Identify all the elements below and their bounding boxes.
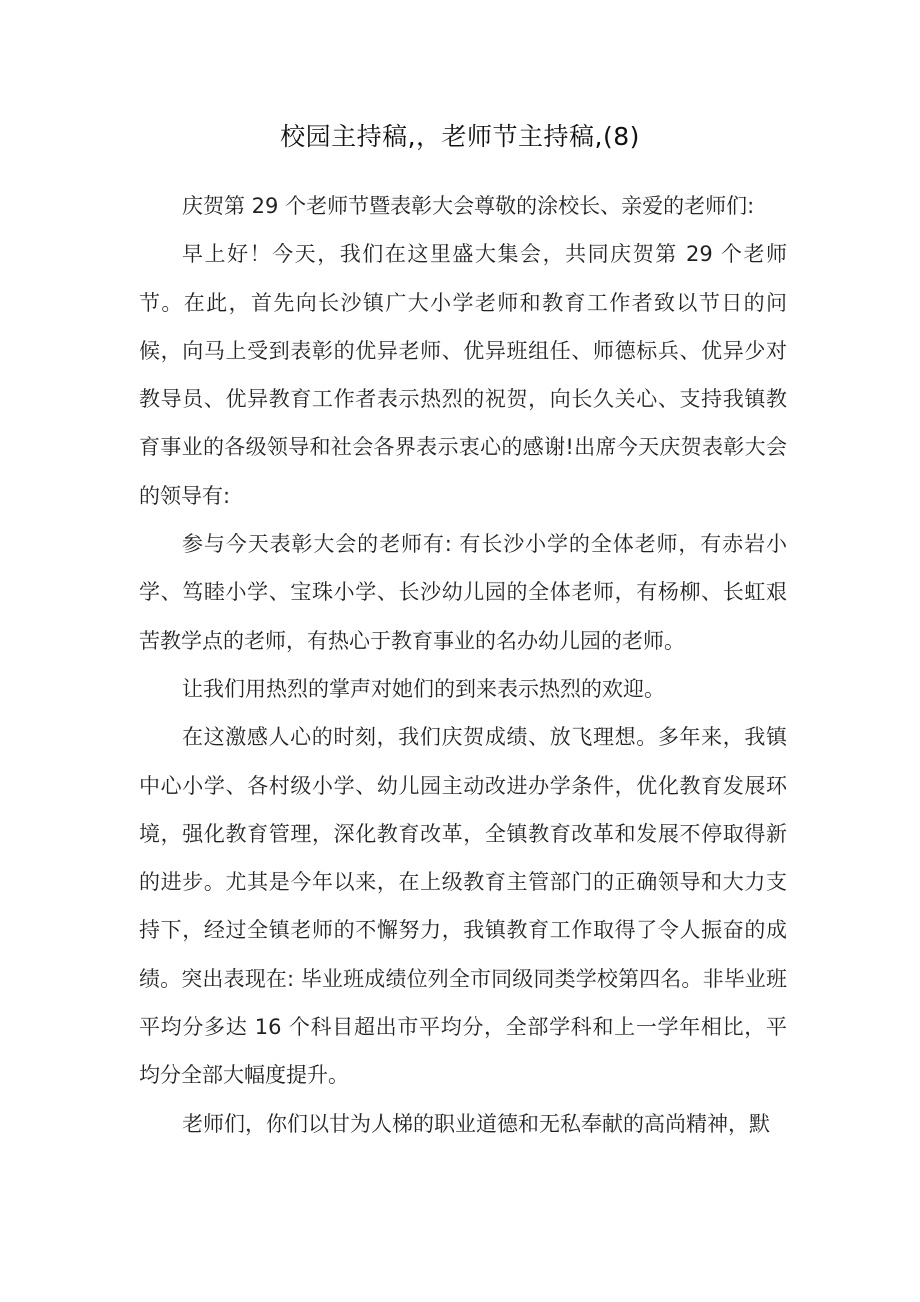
paragraph-opening: 早上好！今天，我们在这里盛大集会，共同庆贺第 29 个老师节。在此，首先向长沙镇广大小学老师和教育工作者致以节日的问候，向马上受到表彰的优异老师、优异班组任、师德标兵、优异少对教导员、优异教育工作者表示热烈的祝贺，向长久关心、支持我镇教育事业的各级领导和社会各界表示衷心的感谢!出席今天庆贺表彰大会的领导有: <box>139 242 787 508</box>
document-body <box>139 182 787 1148</box>
paragraph-greeting-heading: 庆贺第 29 个老师节暨表彰大会尊敬的涂校长、亲爱的老师们: <box>182 194 755 218</box>
paragraph-attending-teachers: 参与今天表彰大会的老师有: 有长沙小学的全体老师，有赤岩小学、笃睦小学、宝珠小学、长沙幼儿园的全体老师，有杨柳、长虹艰苦教学点的老师，有热心于教育事业的名办幼儿园的老师。 <box>139 532 787 653</box>
paragraph-achievements: 在这激感人心的时刻，我们庆贺成绩、放飞理想。多年来，我镇中心小学、各村级小学、幼儿园主动改进办学条件，优化教育发展环境，强化教育管理，深化教育改革，全镇教育改革和发展不停取得新的进步。尤其是今年以来，在上级教育主管部门的正确领导和大力支持下，经过全镇老师的不懈努力，我镇教育工作取得了令人振奋的成绩。突出表现在: 毕业班成绩位列全市同级同类学校第四名。非毕业班平均分多达 16 个科目超出市平均分，全部学科和上一学年相比，平均分全部大幅度提升。 <box>139 725 787 1088</box>
paragraph-welcome: 让我们用热烈的掌声对她们的到来表示热烈的欢迎。 <box>182 676 665 701</box>
document-title: 校园主持稿,，老师节主持稿,(8) <box>280 122 640 151</box>
paragraph-teachers-tribute: 老师们，你们以甘为人梯的职业道德和无私奉献的高尚精神，默 <box>182 1111 770 1136</box>
